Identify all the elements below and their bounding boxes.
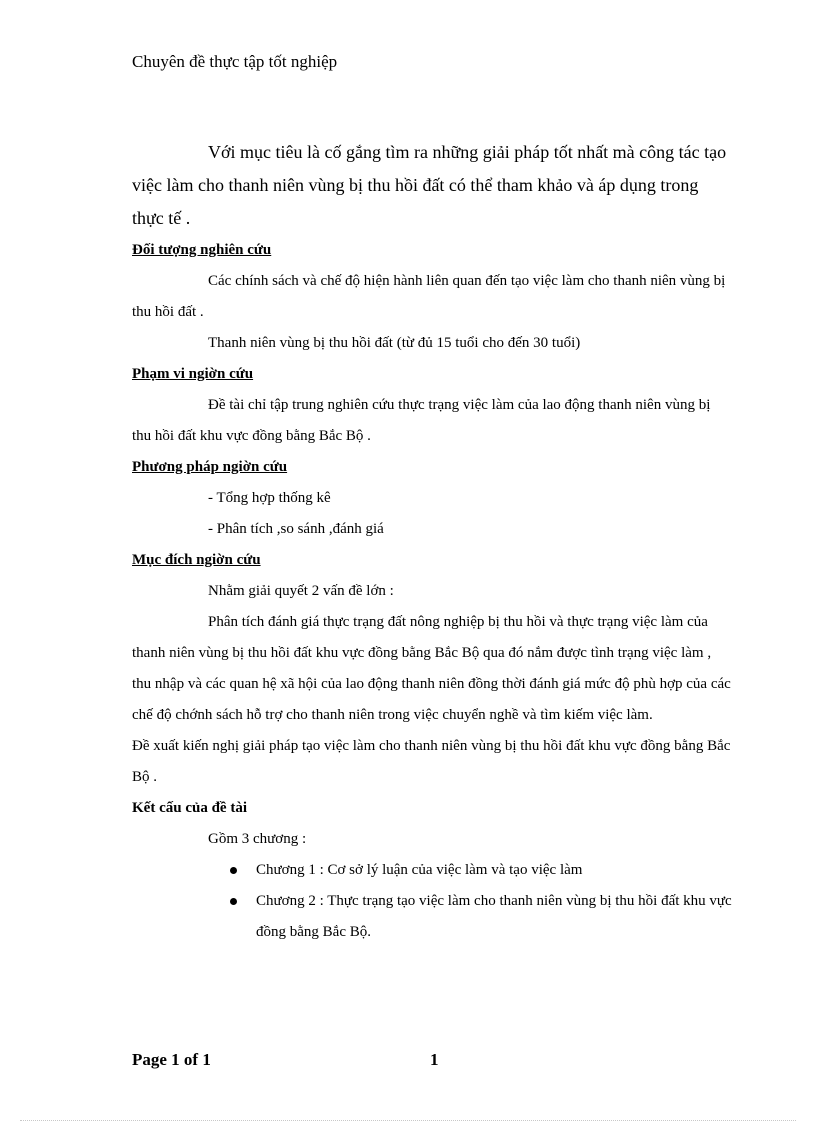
section-title-ket-cau: Kết cấu của đề tài — [132, 800, 247, 816]
paragraph: Các chính sách và chế độ hiện hành liên quan đến tạo việc làm cho thanh niên vùng bị thu hồi đất . — [132, 273, 726, 320]
page-number: 1 — [430, 1050, 439, 1069]
section-title-pham-vi: Phạm vi ngiờn cứu — [132, 366, 254, 382]
section-title-phuong-phap: Phương pháp ngiờn cứu — [132, 459, 288, 475]
chapter-list — [132, 855, 732, 948]
bullet-icon — [230, 867, 237, 874]
paragraph: Đề tài chỉ tập trung nghiên cứu thực trạng việc làm của lao động thanh niên vùng bị thu hồi đất khu vực đồng bằng Bắc Bộ . — [132, 397, 711, 444]
paragraph: Thanh niên vùng bị thu hồi đất (từ đủ 15 tuổi cho đến 30 tuổi) — [208, 335, 581, 351]
running-header: Chuyên đề thực tập tốt nghiệp — [132, 52, 338, 71]
chapter-text: Chương 2 : Thực trạng tạo việc làm cho thanh niên vùng bị thu hồi đất khu vực đồng bằng Bắc Bộ. — [256, 893, 732, 940]
list-item: - Phân tích ,so sánh ,đánh giá — [208, 521, 384, 537]
intro-paragraph: Với mục tiêu là cố gắng tìm ra những giải pháp tốt nhất mà công tác tạo việc làm cho thanh niên vùng bị thu hồi đất có thể tham khảo và áp dụng trong thực tế . — [132, 142, 727, 228]
page-divider — [20, 1120, 796, 1121]
section-title-doi-tuong: Đối tượng nghiên cứu — [132, 242, 272, 258]
list-item: - Tổng hợp thống kê — [208, 490, 331, 506]
paragraph: Gồm 3 chương : — [208, 831, 307, 847]
bullet-icon — [230, 898, 237, 905]
paragraph: Đề xuất kiến nghị giải pháp tạo việc làm cho thanh niên vùng bị thu hồi đất khu vực đồng bằng Bắc Bộ . — [132, 738, 731, 785]
list-item — [227, 886, 732, 948]
section-title-muc-dich: Mục đích ngiờn cứu — [132, 552, 261, 568]
list-item — [227, 855, 732, 886]
chapter-text: Chương 1 : Cơ sở lý luận của việc làm và tạo việc làm — [256, 862, 583, 878]
document-body — [132, 136, 732, 948]
paragraph: Nhằm giải quyết 2 vấn đề lớn : — [208, 583, 394, 599]
paragraph: Phân tích đánh giá thực trạng đất nông nghiệp bị thu hồi và thực trạng việc làm của thanh niên vùng bị thu hồi đất khu vực đồng bằng Bắc Bộ qua đó nắm được tình trạng việc làm , thu nhập và các quan hệ xã hội của lao động thanh niên đồng thời đánh giá mức độ phù hợp của các chế độ chớnh sách hỗ trợ cho thanh niên trong việc chuyển nghề và tìm kiếm việc làm. — [132, 614, 731, 723]
page-label: Page 1 of 1 — [132, 1050, 211, 1069]
